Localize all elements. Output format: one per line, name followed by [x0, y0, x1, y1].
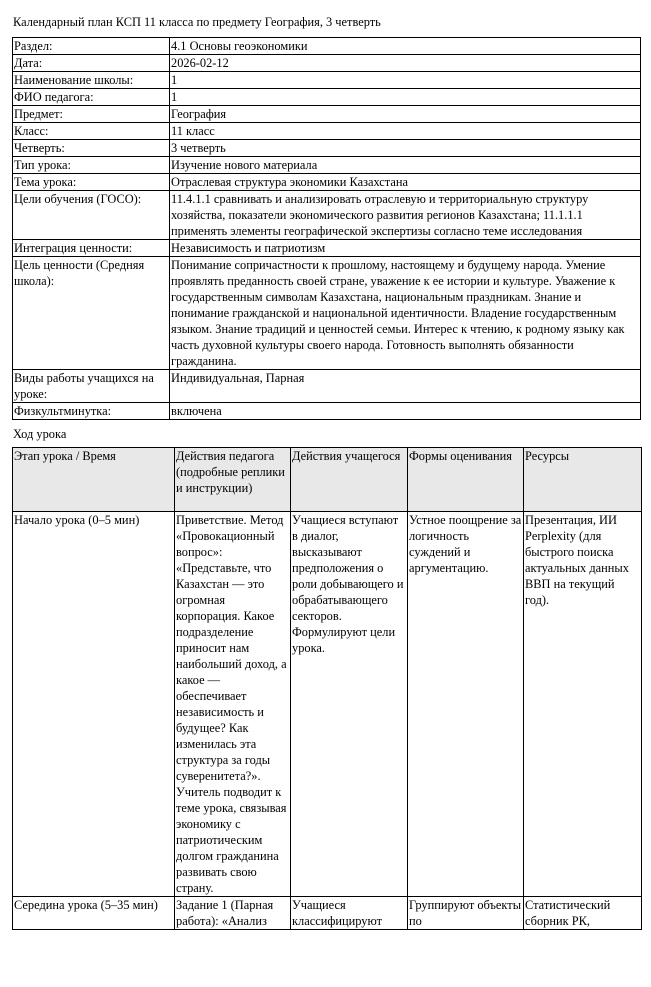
lesson-flow-row — [13, 897, 642, 930]
info-row — [13, 55, 641, 72]
info-value: 2026-02-12 — [170, 55, 641, 72]
header-resources: Ресурсы — [524, 448, 642, 512]
info-value: Независимость и патриотизм — [170, 240, 641, 257]
info-label: Предмет: — [13, 106, 170, 123]
cell-stage: Середина урока (5–35 мин) — [13, 897, 175, 930]
info-label: Наименование школы: — [13, 72, 170, 89]
info-value: 1 — [170, 89, 641, 106]
info-label: Раздел: — [13, 38, 170, 55]
cell-assessment: Группируют объекты по — [408, 897, 524, 930]
info-label: Цели обучения (ГОСО): — [13, 191, 170, 240]
info-row — [13, 157, 641, 174]
info-row — [13, 370, 641, 403]
info-value: Отраслевая структура экономики Казахстана — [170, 174, 641, 191]
info-label: Цель ценности (Средняя школа): — [13, 257, 170, 370]
info-row — [13, 38, 641, 55]
cell-teacher-actions: Задание 1 (Парная работа): «Анализ — [175, 897, 291, 930]
info-row — [13, 106, 641, 123]
info-value: Изучение нового материала — [170, 157, 641, 174]
cell-resources: Презентация, ИИ Perplexity (для быстрого поиска актуальных данных ВВП на текущий год). — [524, 512, 642, 897]
info-value: включена — [170, 403, 641, 420]
info-row — [13, 240, 641, 257]
info-label: Дата: — [13, 55, 170, 72]
info-value: География — [170, 106, 641, 123]
info-row — [13, 174, 641, 191]
header-stage: Этап урока / Время — [13, 448, 175, 512]
info-value: Понимание сопричастности к прошлому, настоящему и будущему народа. Умение проявлять преданность своей стране, уважение к ее истории и культуре. Уважение к государственным символам Казахстана, национальным праздникам. Знание и понимание гражданской и национальной идентичности. Владение государственным языком. Знание традиций и ценностей семьи. Интерес к чтению, к родному языку как часть духовной культуры своего народа. Готовность выполнять обязанности гражданина. — [170, 257, 641, 370]
lesson-flow-header-row — [13, 448, 642, 512]
info-label: Класс: — [13, 123, 170, 140]
info-row — [13, 140, 641, 157]
info-label: Интеграция ценности: — [13, 240, 170, 257]
cell-student-actions: Учащиеся классифицируют — [291, 897, 408, 930]
header-assessment: Формы оценивания — [408, 448, 524, 512]
info-row — [13, 89, 641, 106]
info-value: 1 — [170, 72, 641, 89]
cell-student-actions: Учащиеся вступают в диалог, высказывают предположения о роли добывающего и обрабатывающего секторов. Формулируют цели урока. — [291, 512, 408, 897]
cell-stage: Начало урока (0–5 мин) — [13, 512, 175, 897]
info-row — [13, 403, 641, 420]
info-label: Тип урока: — [13, 157, 170, 174]
document-title: Календарный план КСП 11 класса по предмету География, 3 четверть — [13, 15, 381, 29]
info-value: 11 класс — [170, 123, 641, 140]
info-label: Физкультминутка: — [13, 403, 170, 420]
info-value: Индивидуальная, Парная — [170, 370, 641, 403]
lesson-flow-row — [13, 512, 642, 897]
info-value: 11.4.1.1 сравнивать и анализировать отраслевую и территориальную структуру хозяйства, показатели экономического развития регионов Казахстана; 11.1.1.1 применять элементы географической экспертизы согласно теме исследования — [170, 191, 641, 240]
cell-assessment: Устное поощрение за логичность суждений и аргументацию. — [408, 512, 524, 897]
info-label: Виды работы учащихся на уроке: — [13, 370, 170, 403]
lesson-flow-table — [12, 447, 642, 930]
info-value: 3 четверть — [170, 140, 641, 157]
cell-resources: Статистический сборник РК, — [524, 897, 642, 930]
header-student-actions: Действия учащегося — [291, 448, 408, 512]
info-row — [13, 257, 641, 370]
info-value: 4.1 Основы геоэкономики — [170, 38, 641, 55]
info-label: Четверть: — [13, 140, 170, 157]
info-label: Тема урока: — [13, 174, 170, 191]
info-row — [13, 191, 641, 240]
lesson-flow-label: Ход урока — [13, 427, 67, 441]
lesson-info-table — [12, 37, 641, 420]
info-row — [13, 123, 641, 140]
info-label: ФИО педагога: — [13, 89, 170, 106]
header-teacher-actions: Действия педагога (подробные реплики и инструкции) — [175, 448, 291, 512]
cell-teacher-actions: Приветствие. Метод «Провокационный вопрос»: «Представьте, что Казахстан — это огромная корпорация. Какое подразделение приносит нам наибольший доход, а какое — обеспечивает независимость и будущее? Как изменилась эта структура за годы суверенитета?». Учитель подводит к теме урока, связывая экономику с патриотическим долгом гражданина развивать свою страну. — [175, 512, 291, 897]
info-row — [13, 72, 641, 89]
